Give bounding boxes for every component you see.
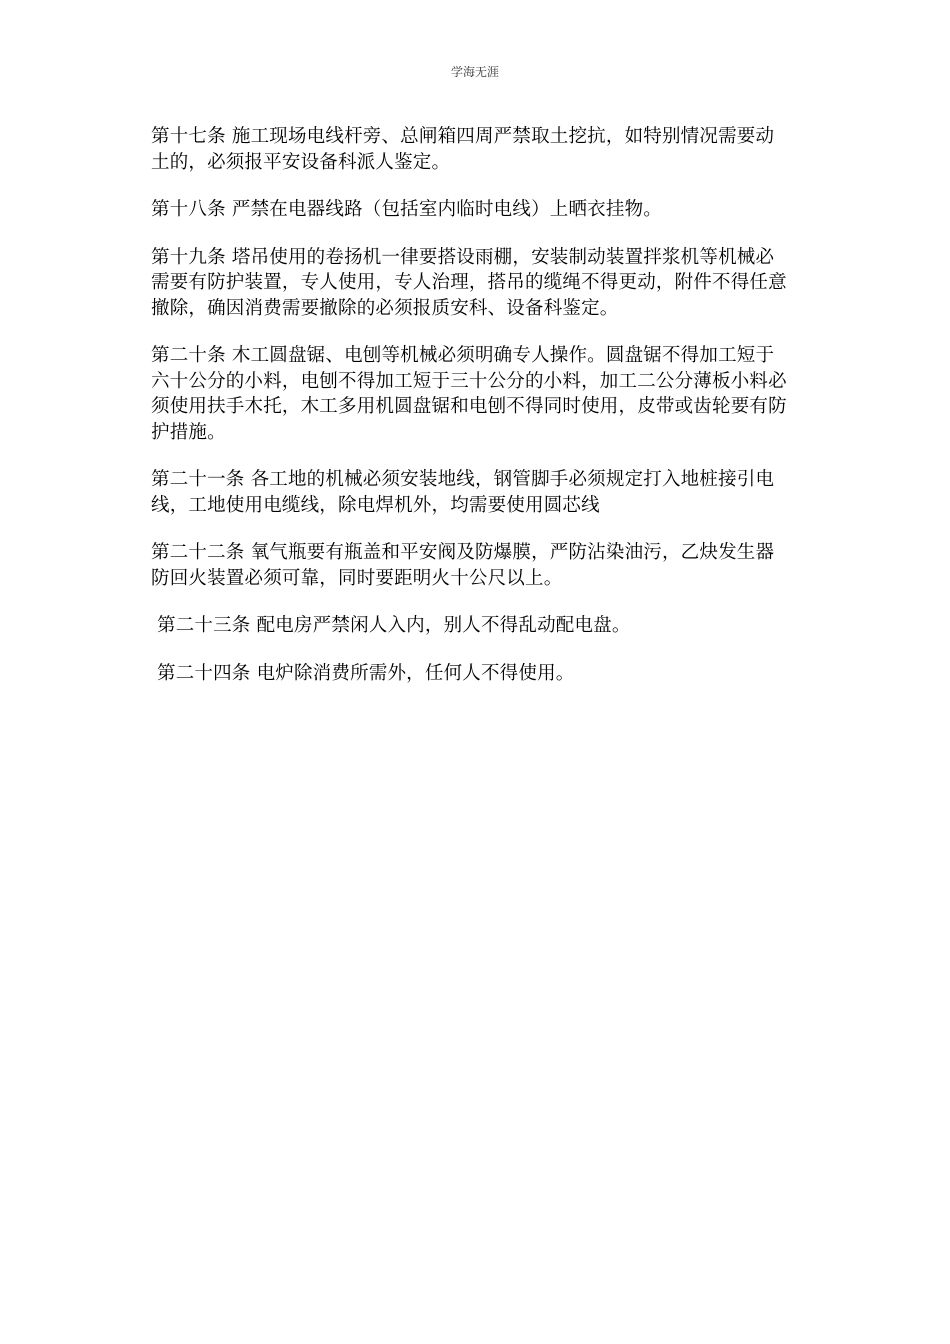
document-body	[151, 124, 791, 708]
article-24: 第二十四条 电炉除消费所需外，任何人不得使用。	[157, 662, 575, 684]
article-19: 第十九条 塔吊使用的卷扬机一律要搭设雨棚，安装制动装置拌浆机等机械必需要有防护装置，专人使用，专人治理，搭吊的缆绳不得更动，附件不得任意撤除，确因消费需要撤除的必须报质安科、设备科鉴定。	[151, 246, 787, 319]
article-18: 第十八条 严禁在电器线路（包括室内临时电线）上晒衣挂物。	[151, 199, 662, 220]
article-21: 第二十一条 各工地的机械必须安装地线，钢管脚手必须规定打入地桩接引电线，工地使用电缆线，除电焊机外，均需要使用圆芯线	[151, 469, 775, 516]
page-header: 学海无涯	[450, 65, 499, 79]
article-20: 第二十条 木工圆盘锯、电刨等机械必须明确专人操作。圆盘锯不得加工短于六十公分的小料，电刨不得加工短于三十公分的小料，加工二公分薄板小料必须使用扶手木托，木工多用机圆盘锯和电刨不得同时使用，皮带或齿轮要有防护措施。	[151, 345, 787, 443]
article-17: 第十七条 施工现场电线杆旁、总闸箱四周严禁取土挖抗，如特别情况需要动土的，必须报平安设备科派人鉴定。	[151, 126, 775, 173]
article-23: 第二十三条 配电房严禁闲人入内，别人不得乱动配电盘。	[157, 615, 631, 636]
article-22: 第二十二条 氧气瓶要有瓶盖和平安阀及防爆膜，严防沾染油污，乙炔发生器防回火装置必须可靠，同时要距明火十公尺以上。	[151, 542, 775, 589]
